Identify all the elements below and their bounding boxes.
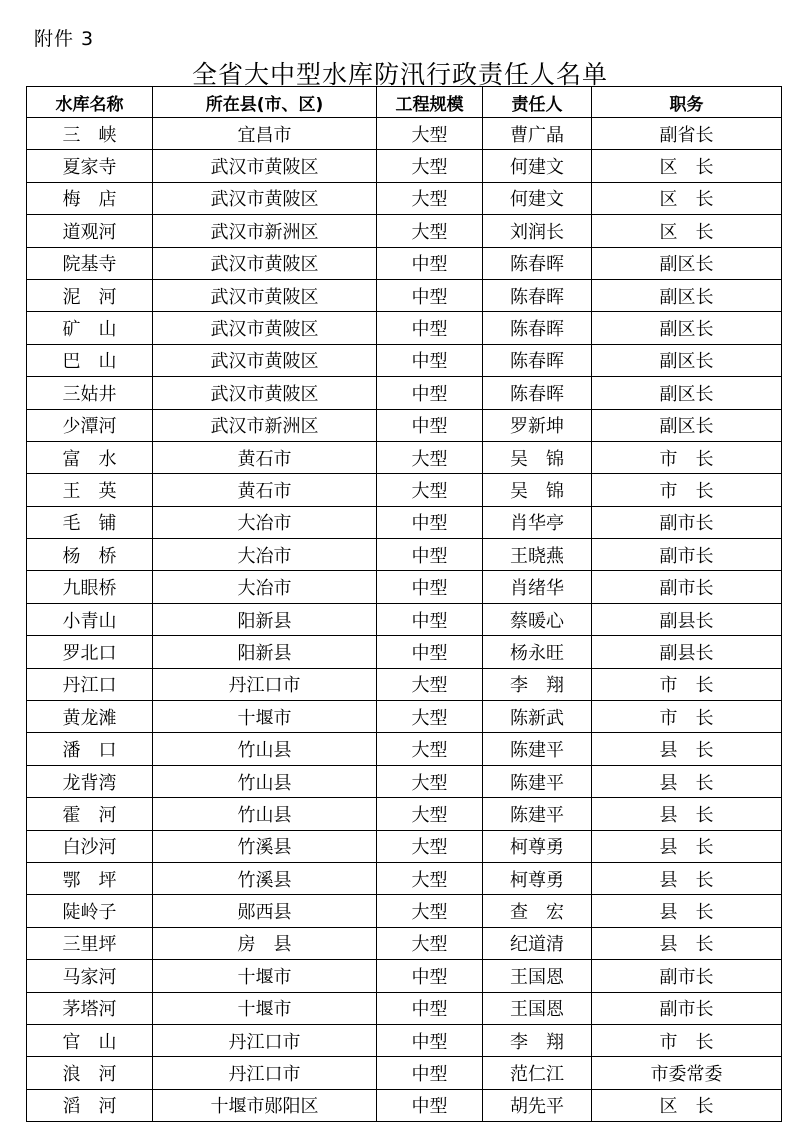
table-row (27, 765, 782, 797)
cell-responsible-person: 陈建平 (483, 733, 592, 765)
cell-position: 区 长 (592, 215, 782, 247)
cell-project-scale: 大型 (377, 441, 483, 473)
table-row (27, 312, 782, 344)
cell-position: 副县长 (592, 636, 782, 668)
cell-project-scale: 中型 (377, 1057, 483, 1089)
cell-reservoir-name: 少潭河 (27, 409, 153, 441)
cell-county: 竹山县 (153, 733, 377, 765)
cell-county: 大冶市 (153, 506, 377, 538)
table-row (27, 862, 782, 894)
cell-county: 郧西县 (153, 895, 377, 927)
cell-position: 副区长 (592, 279, 782, 311)
cell-county: 黄石市 (153, 474, 377, 506)
cell-responsible-person: 肖绪华 (483, 571, 592, 603)
cell-reservoir-name: 泥 河 (27, 279, 153, 311)
cell-responsible-person: 何建文 (483, 182, 592, 214)
cell-position: 区 长 (592, 1089, 782, 1121)
cell-responsible-person: 刘润长 (483, 215, 592, 247)
cell-position: 市 长 (592, 668, 782, 700)
cell-position: 市 长 (592, 441, 782, 473)
cell-county: 黄石市 (153, 441, 377, 473)
cell-responsible-person: 胡先平 (483, 1089, 592, 1121)
cell-county: 武汉市新洲区 (153, 409, 377, 441)
table-row (27, 960, 782, 992)
table-row (27, 830, 782, 862)
cell-project-scale: 大型 (377, 182, 483, 214)
cell-project-scale: 中型 (377, 636, 483, 668)
cell-project-scale: 大型 (377, 150, 483, 182)
cell-responsible-person: 柯尊勇 (483, 830, 592, 862)
cell-project-scale: 大型 (377, 798, 483, 830)
cell-project-scale: 中型 (377, 312, 483, 344)
table-row (27, 798, 782, 830)
cell-responsible-person: 范仁江 (483, 1057, 592, 1089)
cell-responsible-person: 纪道清 (483, 927, 592, 959)
cell-reservoir-name: 梅 店 (27, 182, 153, 214)
cell-county: 竹溪县 (153, 830, 377, 862)
table-row (27, 636, 782, 668)
cell-project-scale: 中型 (377, 539, 483, 571)
cell-position: 市 长 (592, 1024, 782, 1056)
table-row (27, 279, 782, 311)
cell-project-scale: 中型 (377, 247, 483, 279)
cell-responsible-person: 王国恩 (483, 992, 592, 1024)
cell-responsible-person: 王国恩 (483, 960, 592, 992)
cell-position: 县 长 (592, 733, 782, 765)
cell-project-scale: 大型 (377, 701, 483, 733)
cell-county: 宜昌市 (153, 118, 377, 150)
cell-reservoir-name: 道观河 (27, 215, 153, 247)
cell-county: 阳新县 (153, 636, 377, 668)
cell-responsible-person: 王晓燕 (483, 539, 592, 571)
cell-responsible-person: 陈春晖 (483, 377, 592, 409)
cell-position: 副区长 (592, 312, 782, 344)
cell-position: 县 长 (592, 862, 782, 894)
column-header-position: 职务 (592, 87, 782, 118)
cell-responsible-person: 陈春晖 (483, 344, 592, 376)
cell-reservoir-name: 毛 铺 (27, 506, 153, 538)
cell-county: 房 县 (153, 927, 377, 959)
table-row (27, 571, 782, 603)
cell-position: 县 长 (592, 830, 782, 862)
cell-reservoir-name: 滔 河 (27, 1089, 153, 1121)
cell-project-scale: 大型 (377, 895, 483, 927)
cell-responsible-person: 罗新坤 (483, 409, 592, 441)
cell-position: 市 长 (592, 474, 782, 506)
cell-reservoir-name: 官 山 (27, 1024, 153, 1056)
cell-county: 大冶市 (153, 571, 377, 603)
cell-reservoir-name: 陡岭子 (27, 895, 153, 927)
cell-position: 副省长 (592, 118, 782, 150)
cell-reservoir-name: 罗北口 (27, 636, 153, 668)
cell-responsible-person: 吴 锦 (483, 474, 592, 506)
cell-reservoir-name: 三里坪 (27, 927, 153, 959)
cell-position: 副市长 (592, 992, 782, 1024)
cell-project-scale: 大型 (377, 215, 483, 247)
cell-county: 武汉市黄陂区 (153, 247, 377, 279)
cell-position: 区 长 (592, 150, 782, 182)
cell-county: 竹山县 (153, 798, 377, 830)
cell-position: 副市长 (592, 539, 782, 571)
column-header-responsible-person: 责任人 (483, 87, 592, 118)
cell-project-scale: 中型 (377, 344, 483, 376)
cell-reservoir-name: 马家河 (27, 960, 153, 992)
cell-reservoir-name: 三姑井 (27, 377, 153, 409)
table-row (27, 603, 782, 635)
cell-reservoir-name: 夏家寺 (27, 150, 153, 182)
cell-responsible-person: 肖华亭 (483, 506, 592, 538)
table-row (27, 182, 782, 214)
cell-county: 十堰市 (153, 960, 377, 992)
cell-reservoir-name: 矿 山 (27, 312, 153, 344)
cell-county: 丹江口市 (153, 1057, 377, 1089)
cell-county: 武汉市黄陂区 (153, 377, 377, 409)
table-row (27, 992, 782, 1024)
table-row (27, 441, 782, 473)
cell-county: 大冶市 (153, 539, 377, 571)
document-title: 全省大中型水库防汛行政责任人名单 (191, 60, 608, 89)
table-row (27, 118, 782, 150)
cell-county: 武汉市黄陂区 (153, 182, 377, 214)
cell-county: 丹江口市 (153, 668, 377, 700)
cell-county: 武汉市黄陂区 (153, 312, 377, 344)
cell-reservoir-name: 三 峡 (27, 118, 153, 150)
table-row (27, 927, 782, 959)
cell-reservoir-name: 丹江口 (27, 668, 153, 700)
cell-reservoir-name: 巴 山 (27, 344, 153, 376)
cell-project-scale: 大型 (377, 927, 483, 959)
cell-project-scale: 中型 (377, 506, 483, 538)
column-header-reservoir-name: 水库名称 (27, 87, 153, 118)
table-row (27, 344, 782, 376)
cell-position: 副区长 (592, 344, 782, 376)
cell-reservoir-name: 浪 河 (27, 1057, 153, 1089)
table-row (27, 377, 782, 409)
cell-county: 武汉市黄陂区 (153, 344, 377, 376)
cell-position: 副市长 (592, 571, 782, 603)
cell-project-scale: 大型 (377, 118, 483, 150)
cell-position: 副市长 (592, 506, 782, 538)
cell-county: 阳新县 (153, 603, 377, 635)
cell-project-scale: 中型 (377, 409, 483, 441)
cell-responsible-person: 柯尊勇 (483, 862, 592, 894)
cell-county: 竹溪县 (153, 862, 377, 894)
cell-position: 副区长 (592, 377, 782, 409)
attachment-label: 附件 3 (34, 28, 95, 50)
table-row (27, 668, 782, 700)
table-row (27, 474, 782, 506)
cell-project-scale: 中型 (377, 279, 483, 311)
cell-responsible-person: 蔡暖心 (483, 603, 592, 635)
cell-project-scale: 大型 (377, 668, 483, 700)
cell-project-scale: 中型 (377, 960, 483, 992)
cell-position: 副区长 (592, 409, 782, 441)
cell-responsible-person: 李 翔 (483, 1024, 592, 1056)
cell-position: 市委常委 (592, 1057, 782, 1089)
cell-responsible-person: 陈新武 (483, 701, 592, 733)
cell-reservoir-name: 院基寺 (27, 247, 153, 279)
cell-county: 武汉市黄陂区 (153, 279, 377, 311)
cell-reservoir-name: 鄂 坪 (27, 862, 153, 894)
cell-project-scale: 中型 (377, 603, 483, 635)
cell-project-scale: 中型 (377, 1089, 483, 1121)
table-row (27, 247, 782, 279)
cell-county: 十堰市 (153, 992, 377, 1024)
table-row (27, 1089, 782, 1121)
cell-position: 县 长 (592, 798, 782, 830)
cell-reservoir-name: 白沙河 (27, 830, 153, 862)
cell-county: 武汉市黄陂区 (153, 150, 377, 182)
cell-responsible-person: 曹广晶 (483, 118, 592, 150)
table-row (27, 701, 782, 733)
table-row (27, 150, 782, 182)
cell-county: 武汉市新洲区 (153, 215, 377, 247)
column-header-county: 所在县(市、区) (153, 87, 377, 118)
table-body (27, 118, 782, 1122)
cell-responsible-person: 陈春晖 (483, 247, 592, 279)
cell-responsible-person: 陈春晖 (483, 279, 592, 311)
cell-responsible-person: 杨永旺 (483, 636, 592, 668)
cell-position: 副市长 (592, 960, 782, 992)
cell-responsible-person: 查 宏 (483, 895, 592, 927)
cell-responsible-person: 李 翔 (483, 668, 592, 700)
table-row (27, 539, 782, 571)
cell-position: 市 长 (592, 701, 782, 733)
cell-position: 区 长 (592, 182, 782, 214)
table-row (27, 215, 782, 247)
cell-county: 十堰市 (153, 701, 377, 733)
cell-reservoir-name: 龙背湾 (27, 765, 153, 797)
cell-responsible-person: 陈建平 (483, 798, 592, 830)
cell-reservoir-name: 九眼桥 (27, 571, 153, 603)
table-row (27, 506, 782, 538)
cell-county: 丹江口市 (153, 1024, 377, 1056)
cell-reservoir-name: 潘 口 (27, 733, 153, 765)
table-header-row (27, 87, 782, 118)
cell-position: 县 长 (592, 895, 782, 927)
column-header-project-scale: 工程规模 (377, 87, 483, 118)
cell-project-scale: 大型 (377, 474, 483, 506)
table-row (27, 409, 782, 441)
cell-responsible-person: 陈建平 (483, 765, 592, 797)
cell-county: 竹山县 (153, 765, 377, 797)
cell-position: 县 长 (592, 765, 782, 797)
cell-reservoir-name: 王 英 (27, 474, 153, 506)
cell-reservoir-name: 黄龙滩 (27, 701, 153, 733)
cell-position: 副区长 (592, 247, 782, 279)
cell-responsible-person: 陈春晖 (483, 312, 592, 344)
cell-reservoir-name: 茅塔河 (27, 992, 153, 1024)
table-row (27, 733, 782, 765)
cell-county: 十堰市郧阳区 (153, 1089, 377, 1121)
cell-responsible-person: 吴 锦 (483, 441, 592, 473)
cell-project-scale: 大型 (377, 862, 483, 894)
reservoir-responsibility-table (26, 86, 782, 1122)
cell-reservoir-name: 霍 河 (27, 798, 153, 830)
cell-responsible-person: 何建文 (483, 150, 592, 182)
cell-project-scale: 中型 (377, 1024, 483, 1056)
table-row (27, 1057, 782, 1089)
cell-reservoir-name: 富 水 (27, 441, 153, 473)
cell-project-scale: 大型 (377, 733, 483, 765)
cell-reservoir-name: 小青山 (27, 603, 153, 635)
table-row (27, 895, 782, 927)
cell-reservoir-name: 杨 桥 (27, 539, 153, 571)
cell-project-scale: 中型 (377, 992, 483, 1024)
cell-project-scale: 大型 (377, 830, 483, 862)
cell-position: 副县长 (592, 603, 782, 635)
table-row (27, 1024, 782, 1056)
cell-project-scale: 大型 (377, 765, 483, 797)
cell-position: 县 长 (592, 927, 782, 959)
cell-project-scale: 中型 (377, 571, 483, 603)
cell-project-scale: 中型 (377, 377, 483, 409)
